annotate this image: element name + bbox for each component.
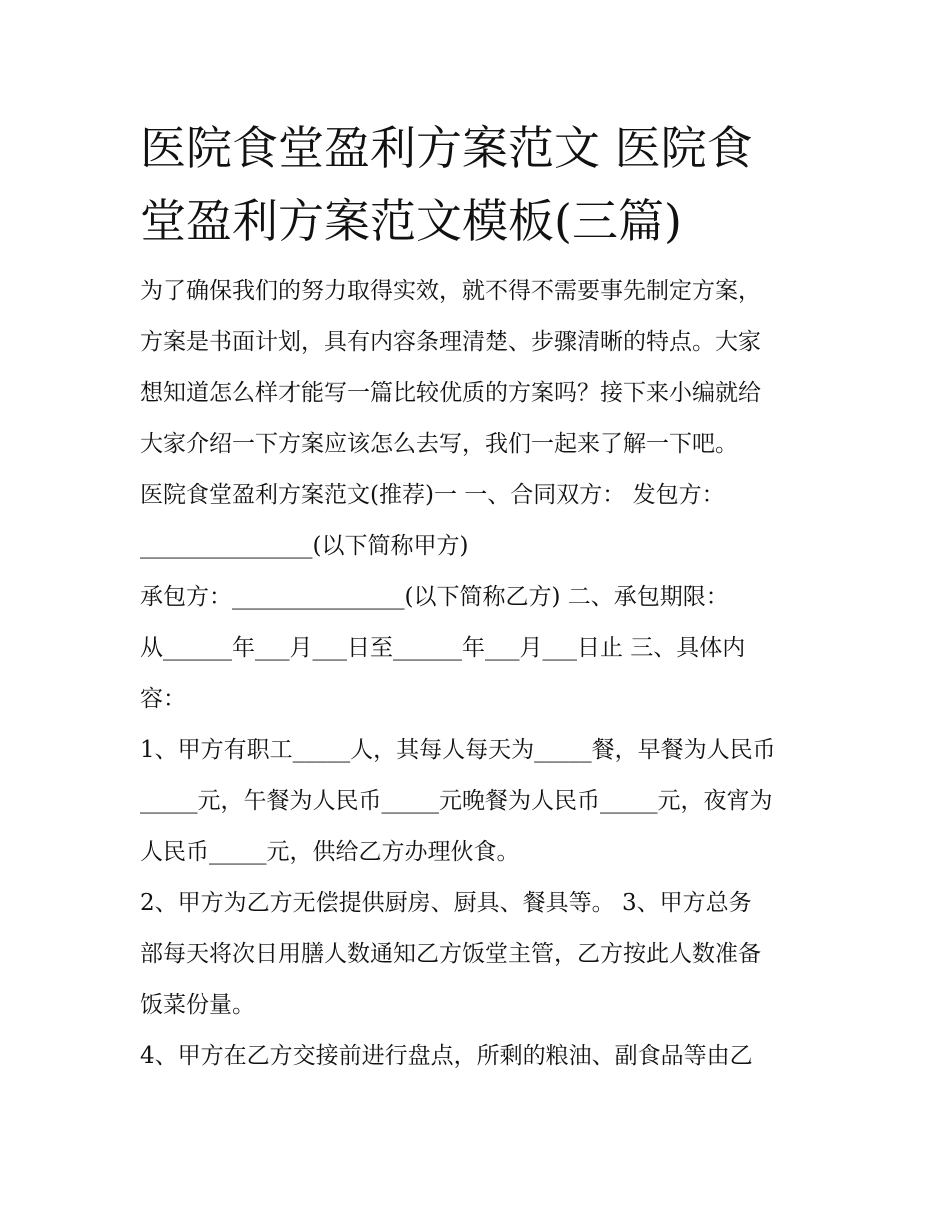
body-line: 部每天将次日用膳人数通知乙方饭堂主管，乙方按此人数准备 <box>140 941 761 967</box>
body-line: 承包方：_______________(以下简称乙方) 二、承包期限： <box>140 584 729 610</box>
body-line: 4、甲方在乙方交接前进行盘点，所剩的粮油、副食品等由乙 <box>140 1043 753 1069</box>
body-line: 1、甲方有职工_____人，其每人每天为_____餐，早餐为人民币 <box>140 737 776 763</box>
body-line: 医院食堂盈利方案范文(推荐)一 一、合同双方： 发包方： <box>140 482 725 508</box>
body-line: _____元，午餐为人民币_____元晚餐为人民币_____元，夜宵为 <box>140 788 773 814</box>
body-line: 容： <box>140 686 186 712</box>
body-line: 想知道怎么样才能写一篇比较优质的方案吗？接下来小编就给 <box>140 380 761 406</box>
body-line: 方案是书面计划，具有内容条理清楚、步骤清晰的特点。大家 <box>140 329 761 355</box>
body-line: 人民币_____元，供给乙方办理伙食。 <box>140 839 520 865</box>
body-line: 大家介绍一下方案应该怎么去写，我们一起来了解一下吧。 <box>140 431 738 457</box>
body-line: 从______年___月___日至______年___月___日止 三、具体内 <box>140 635 746 661</box>
document-body <box>140 266 812 1082</box>
body-line: 2、甲方为乙方无偿提供厨房、厨具、餐具等。 3、甲方总务 <box>140 890 752 916</box>
body-line: _______________(以下简称甲方) <box>140 533 469 559</box>
title-line-1: 医院食堂盈利方案范文 医院食 <box>140 121 753 175</box>
document-page <box>140 112 812 1082</box>
document-title <box>140 112 812 258</box>
title-line-2: 堂盈利方案范文模板(三篇) <box>140 194 682 248</box>
body-line: 为了确保我们的努力取得实效，就不得不需要事先制定方案， <box>140 278 761 304</box>
body-line: 饭菜份量。 <box>140 992 255 1018</box>
